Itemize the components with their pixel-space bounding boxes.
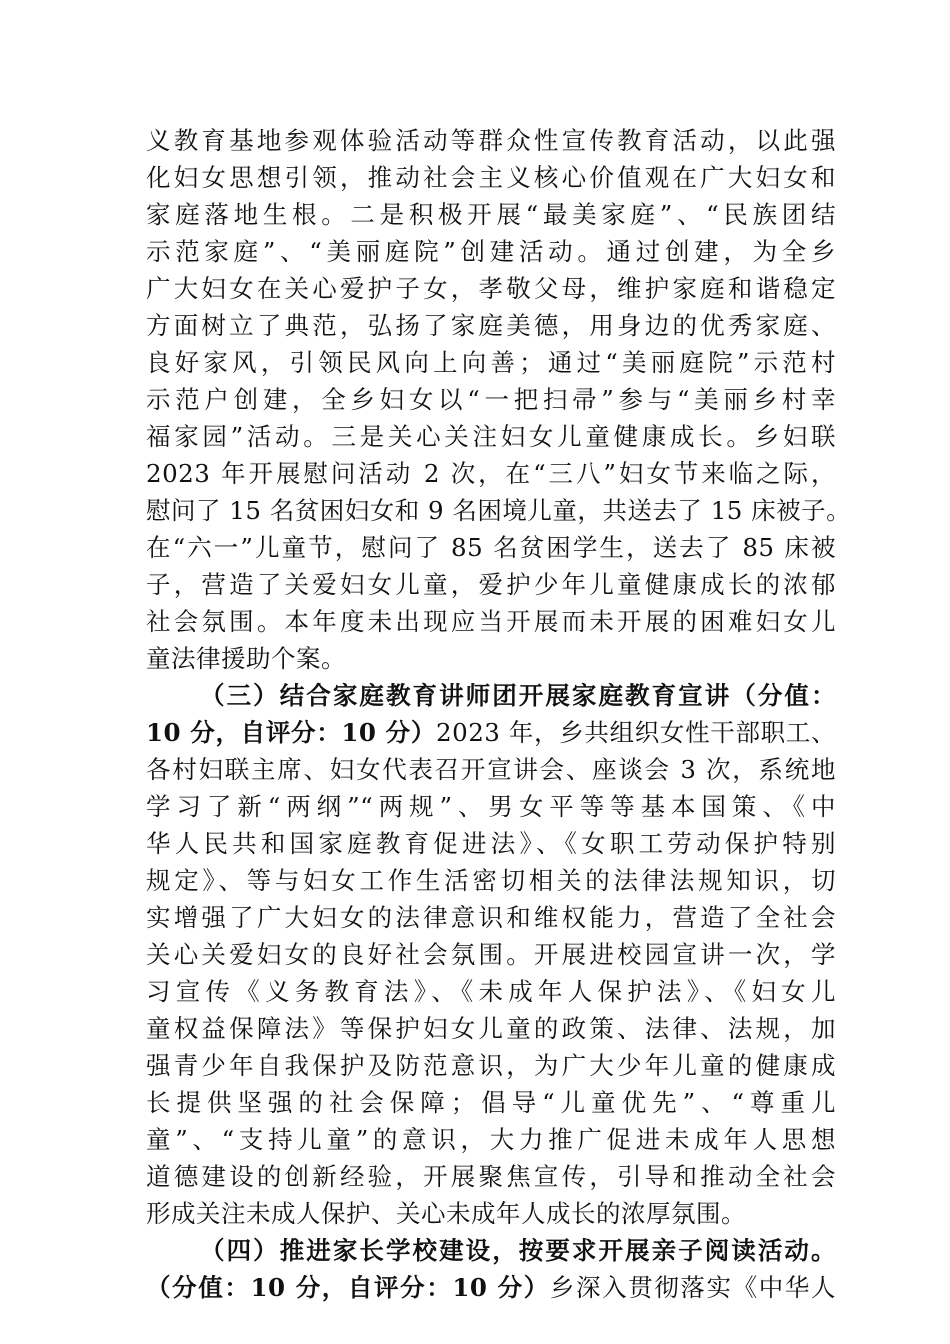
paragraph-line: 方面树立了典范，弘扬了家庭美德，用身边的优秀家庭、 [146,311,836,340]
paragraph-line: 社会氛围。本年度未出现应当开展而未开展的困难妇女儿 [146,607,836,636]
paragraph-line: 强青少年自我保护及防范意识，为广大少年儿童的健康成 [146,1051,836,1080]
paragraph-line: 示范家庭”、“美丽庭院”创建活动。通过创建，为全乡 [146,237,836,266]
paragraph-line: 各村妇联主席、妇女代表召开宣讲会、座谈会 3 次，系统地 [146,755,836,784]
paragraph-line: 学习了新“两纲”“两规”、男女平等等基本国策、《中 [146,792,836,821]
paragraph-line: 习宣传《义务教育法》、《未成年人保护法》、《妇女儿 [146,977,836,1006]
paragraph-line: 子，营造了关爱妇女儿童，爱护少年儿童健康成长的浓郁 [146,570,836,599]
paragraph-line: 实增强了广大妇女的法律意识和维权能力，营造了全社会 [146,903,836,932]
paragraph-line: 广大妇女在关心爱护子女，孝敬父母，维护家庭和谐稳定 [146,274,836,303]
paragraph-line: 化妇女思想引领，推动社会主义核心价值观在广大妇女和 [146,163,836,192]
paragraph-line: 童法律援助个案。 [146,644,346,673]
paragraph-line: 华人民共和国家庭教育促进法》、《女职工劳动保护特别 [146,829,836,858]
paragraph-line: 形成关注未成人保护、关心未成年人成长的浓厚氛围。 [146,1199,746,1228]
section-4-heading-line2 [146,1269,836,1306]
paragraph-line: 良好家风，引领民风向上向善；通过“美丽庭院”示范村 [146,348,836,377]
section-3-text-start: 2023 年，乡共组织女性干部职工、 [436,718,837,747]
section-3-heading-line2 [146,714,836,751]
paragraph-line: 慰问了 15 名贫困妇女和 9 名困境儿童，共送去了 15 床被子。 [146,496,852,525]
paragraph-line: 规定》、等与妇女工作生活密切相关的法律法规知识，切 [146,866,836,895]
section-3-score: 10 分，自评分：10 分） [146,718,437,747]
paragraph-line: 长提供坚强的社会保障；倡导“儿童优先”、“尊重儿 [146,1088,836,1117]
paragraph-line: 道德建设的创新经验，开展聚焦宣传，引导和推动全社会 [146,1162,836,1191]
paragraph-line: 义教育基地参观体验活动等群众性宣传教育活动，以此强 [146,126,836,155]
paragraph-line: 家庭落地生根。二是积极开展“最美家庭”、“民族团结 [146,200,836,229]
paragraph-line: 2023 年开展慰问活动 2 次，在“三八”妇女节来临之际， [146,459,836,488]
paragraph-line: 童权益保障法》等保护妇女儿童的政策、法律、法规，加 [146,1014,836,1043]
section-4-heading: （四）推进家长学校建设，按要求开展亲子阅读活动。 [200,1236,836,1265]
paragraph-line: 关心关爱妇女的良好社会氛围。开展进校园宣讲一次，学 [146,940,836,969]
section-3-heading: （三）结合家庭教育讲师团开展家庭教育宣讲（分值： [200,681,836,710]
section-4-score: （分值：10 分，自评分：10 分） [146,1273,550,1302]
paragraph-line: 童”、“支持儿童”的意识，大力推广促进未成年人思想 [146,1125,836,1154]
paragraph-line: 在“六一”儿童节，慰问了 85 名贫困学生，送去了 85 床被 [146,533,836,562]
paragraph-line: 福家园”活动。三是关心关注妇女儿童健康成长。乡妇联 [146,422,836,451]
section-4-text-start: 乡深入贯彻落实《中华人 [549,1273,837,1302]
paragraph-line: 示范户创建，全乡妇女以“一把扫帚”参与“美丽乡村幸 [146,385,836,414]
